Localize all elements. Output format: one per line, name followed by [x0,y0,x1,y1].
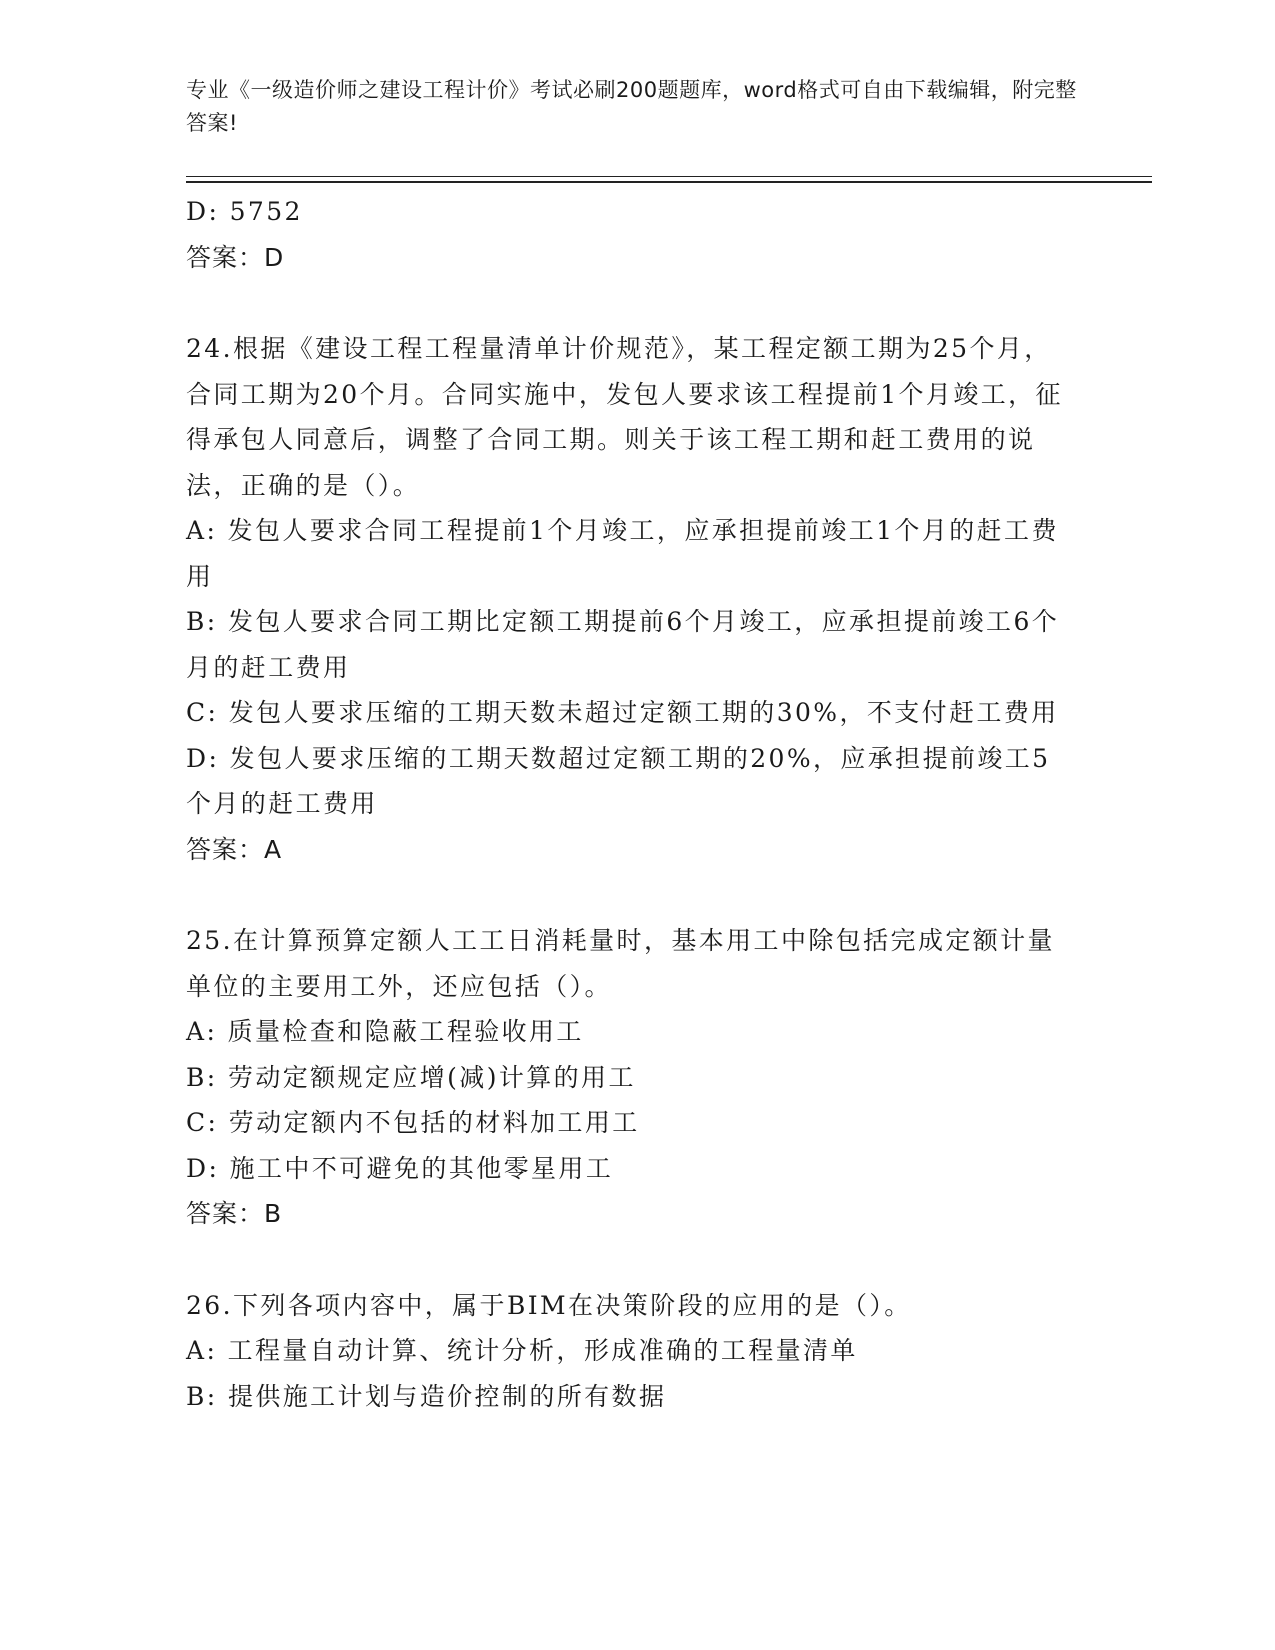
question-26 [186,1283,1076,1420]
answer-line: 答案：A [186,834,283,864]
header-text: 专业《一级造价师之建设工程计价》考试必刷200题题库，word格式可自由下载编辑，附完整答案! [186,78,1077,135]
document-body [186,189,1076,1419]
answer-line: 答案：D [186,242,285,272]
option-a: A: 工程量自动计算、统计分析，形成准确的工程量清单 [186,1336,858,1365]
question-25 [186,918,1076,1237]
question-stem: 26.下列各项内容中，属于BIM在决策阶段的应用的是（）。 [186,1290,912,1320]
option-a: A: 发包人要求合同工程提前1个月竣工，应承担提前竣工1个月的赶工费用 [186,516,1059,591]
option-d: D: 施工中不可避免的其他零星用工 [186,1153,614,1183]
option-d: D: 发包人要求压缩的工期天数超过定额工期的20%，应承担提前竣工5个月的赶工费用 [186,743,1051,818]
option-a: A: 质量检查和隐蔽工程验收用工 [186,1017,584,1046]
question-stem: 24.根据《建设工程工程量清单计价规范》，某工程定额工期为25个月，合同工期为20个月。合同实施中，发包人要求该工程提前1个月竣工，征得承包人同意后，调整了合同工期。则关于该工程工期和赶工费用的说法，正确的是（）。 [186,334,1063,500]
spacer [186,280,1076,326]
question-24 [186,326,1076,872]
option-c: C: 发包人要求压缩的工期天数未超过定额工期的30%，不支付赶工费用 [186,698,1059,727]
spacer [186,872,1076,918]
page-header [186,74,1086,140]
option-b: B: 提供施工计划与造价控制的所有数据 [186,1381,667,1411]
option-b: B: 发包人要求合同工期比定额工期提前6个月竣工，应承担提前竣工6个月的赶工费用 [186,607,1060,682]
option-c: C: 劳动定额内不包括的材料加工用工 [186,1108,640,1137]
header-rule-thin [186,176,1152,177]
option-b: B: 劳动定额规定应增(减)计算的用工 [186,1062,636,1092]
option-d: D: 5752 [186,197,303,226]
answer-line: 答案：B [186,1199,283,1228]
header-rule-thick [186,181,1152,183]
question-23-fragment [186,189,1076,280]
question-stem: 25.在计算预算定额人工工日消耗量时，基本用工中除包括完成定额计量单位的主要用工外，还应包括（）。 [186,926,1055,1001]
spacer [186,1237,1076,1283]
